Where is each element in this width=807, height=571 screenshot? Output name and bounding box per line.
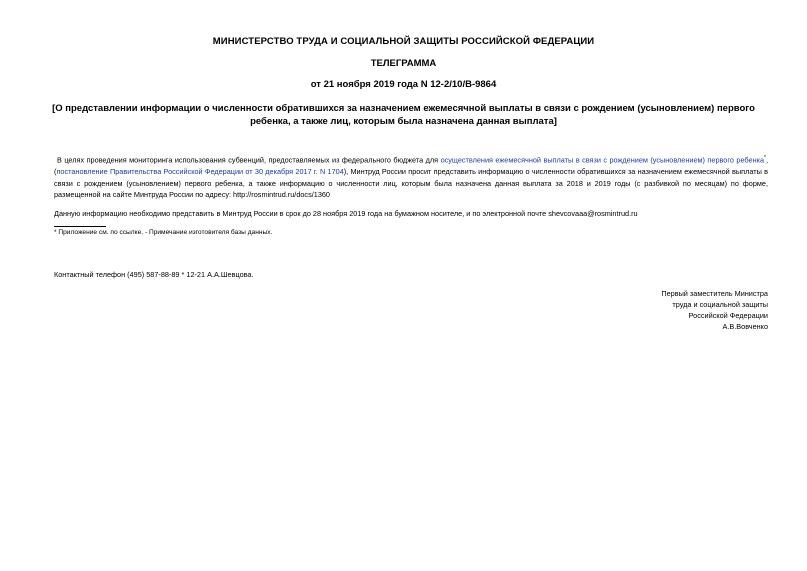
link-monthly-payment[interactable]: осуществления ежемесячной выплаты в связи с рождением (усыновлением) первого ребенка xyxy=(440,155,765,165)
document-type: ТЕЛЕГРАММА xyxy=(370,58,437,69)
signature-line-2: труда и социальной защиты xyxy=(672,299,768,309)
signature-block xyxy=(661,289,768,333)
signature-line-3: Российской Федерации xyxy=(688,310,768,320)
p1-text-end: ), Минтруд России просит представить информацию о численности обратившихся за назначением ежемесячной выплаты в связи с рождением (усыновлением) первого ребенка, а также информацию о численности лиц, которым была назначена данная выплата за 2018 и 2019 годы (с разбивкой по месяцам) по форме, размещенной на сайте Минтруда России по адресу: http://rosmintrud.ru/docs/1360 xyxy=(54,167,768,200)
footnote-divider xyxy=(54,226,106,227)
footnote-marker: * xyxy=(764,155,766,161)
p1-text-start: В целях проведения мониторинга использования субвенций, предоставляемых из федерального бюджета для xyxy=(57,155,441,165)
link-government-decree[interactable]: постановление Правительства Российской Федерации от 30 декабря 2017 г. N 1704 xyxy=(56,167,344,177)
document-date-number: от 21 ноября 2019 года N 12-2/10/В-9864 xyxy=(310,79,497,90)
body-paragraph-2: Данную информацию необходимо представить в Минтруд России в срок до 28 ноября 2019 года на бумажном носителе, и по электронной почте shevcovaaa@rosmintrud.ru xyxy=(54,209,638,218)
body-paragraph-1 xyxy=(54,153,768,201)
signature-name: А.В.Вовченко xyxy=(722,321,768,331)
footnote-text: * Приложение см. по ссылке. - Примечание изготовителя базы данных. xyxy=(54,229,273,236)
contact-phone: Контактный телефон (495) 587-88-89 * 12-21 А.А.Шевцова. xyxy=(54,270,254,279)
signature-line-1: Первый заместитель Министра xyxy=(661,289,768,298)
ministry-heading: МИНИСТЕРСТВО ТРУДА И СОЦИАЛЬНОЙ ЗАЩИТЫ РОССИЙСКОЙ ФЕДЕРАЦИИ xyxy=(212,36,595,47)
p1-text-mid: , ( xyxy=(54,155,768,177)
document-title: [О представлении информации о численности обратившихся за назначением ежемесячной выплаты в связи с рождением (усыновлением) первого ребенка, а также лиц, которым была назначена данная выплата] xyxy=(52,103,755,127)
